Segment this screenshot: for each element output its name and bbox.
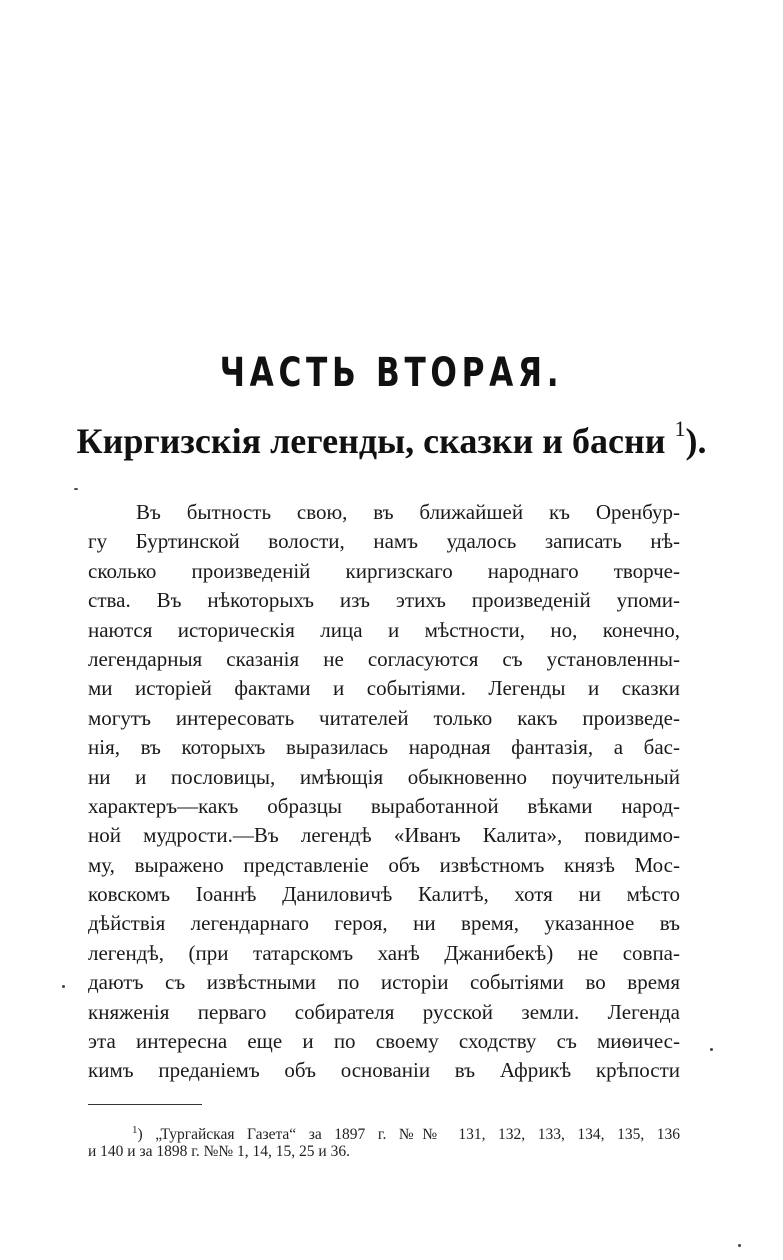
body-line: нія, въ которыхъ выразилась народная фантазія, а бас- bbox=[88, 735, 680, 760]
footnote-line: и 140 и за 1898 г. №№ 1, 14, 15, 25 и 36. bbox=[88, 1143, 350, 1160]
footnote-divider bbox=[88, 1104, 202, 1105]
body-paragraph bbox=[88, 498, 680, 1086]
body-line: сколько произведеній киргизскаго народнаго творче- bbox=[88, 558, 680, 583]
body-line: дѣйствія легендарнаго героя, ни время, указанное въ bbox=[88, 911, 680, 936]
footnote-line bbox=[88, 1120, 680, 1144]
scan-speck bbox=[738, 1244, 741, 1247]
body-line: наются историческія лица и мѣстности, но, конечно, bbox=[88, 617, 680, 642]
body-line: характеръ—какъ образцы выработанной вѣками народ- bbox=[88, 793, 680, 818]
body-line: эта интересна еще и по своему сходству съ миѳичес- bbox=[88, 1029, 680, 1054]
body-line: ковскомъ Іоаннѣ Даниловичѣ Калитѣ, хотя ни мѣсто bbox=[88, 882, 680, 907]
body-line: легендарныя сказанія не согласуются съ установленны- bbox=[88, 646, 680, 671]
section-title-end: ). bbox=[685, 421, 707, 461]
scan-speck bbox=[74, 488, 78, 490]
body-line: могутъ интересовать читателей только какъ произведе- bbox=[88, 705, 680, 730]
body-line: Въ бытность свою, въ ближайшей къ Оренбур- bbox=[136, 500, 680, 524]
body-line: даютъ съ извѣстными по исторіи событіями во время bbox=[88, 970, 680, 995]
body-line: легендѣ, (при татарскомъ ханѣ Джанибекѣ) не совпа- bbox=[88, 940, 680, 965]
body-line: му, выражено представленіе объ извѣстномъ князѣ Мос- bbox=[88, 852, 680, 877]
part-heading: ЧАСТЬ ВТОРАЯ. bbox=[219, 350, 564, 396]
section-title-footnote-ref: 1 bbox=[674, 416, 686, 441]
section-title bbox=[0, 416, 783, 462]
footnote bbox=[88, 1120, 680, 1162]
body-line: ми исторіей фактами и событіями. Легенды и сказки bbox=[88, 676, 680, 701]
body-line: кимъ преданіемъ объ основаніи въ Африкѣ крѣпости bbox=[88, 1058, 680, 1083]
body-line: княженія перваго собирателя русской земли. Легенда bbox=[88, 999, 680, 1024]
body-line: ства. Въ нѣкоторыхъ изъ этихъ произведеній упоми- bbox=[88, 588, 680, 613]
body-line: гу Буртинской волости, намъ удалось записать нѣ- bbox=[88, 529, 680, 554]
footnote-marker: 1 bbox=[132, 1124, 138, 1136]
body-line: ни и пословицы, имѣющія обыкновенно поучительный bbox=[88, 764, 680, 789]
body-line: ной мудрости.—Въ легендѣ «Иванъ Калита», повидимо- bbox=[88, 823, 680, 848]
footnote-line-1-text: ) „Тургайская Газета“ за 1897 г. №№ 131, 132, 133, 134, 135, 136 bbox=[137, 1126, 680, 1144]
scan-speck bbox=[710, 1048, 713, 1051]
scan-speck bbox=[62, 985, 65, 988]
section-title-text: Киргизскія легенды, сказки и басни bbox=[76, 421, 666, 461]
